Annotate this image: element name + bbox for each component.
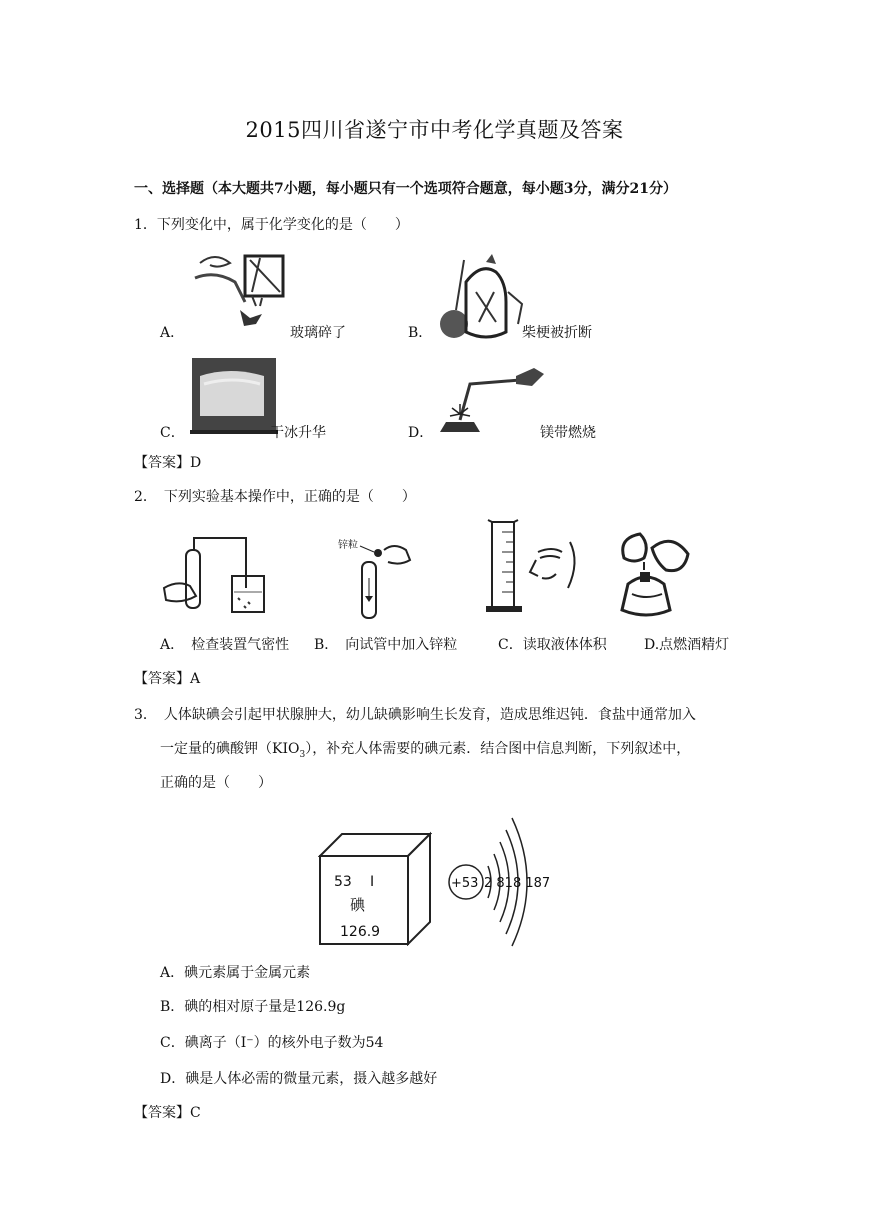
q1-option-d-letter: D． xyxy=(408,425,434,441)
q3-option-c: C．碘离子（I⁻）的核外电子数为54 xyxy=(160,1035,384,1051)
iodine-element-cell xyxy=(318,830,432,946)
q2-stem: 2． 下列实验基本操作中，正确的是（ ） xyxy=(134,489,416,505)
q1-option-d-text: 镁带燃烧 xyxy=(540,425,596,441)
q1-answer: 【答案】D xyxy=(134,455,202,471)
q3-option-d: D．碘是人体必需的微量元素，摄入越多越好 xyxy=(160,1071,438,1087)
electron-shell-counts: 2 818 187 xyxy=(484,876,551,891)
q2-option-a: A． 检查装置气密性 xyxy=(160,637,290,653)
q2-option-c: C．读取液体体积 xyxy=(498,637,607,653)
q1-figure-d-magnesium-burning xyxy=(436,366,546,438)
q1-option-a-text: 玻璃碎了 xyxy=(290,325,346,341)
q3-stem-line1: 3． 人体缺碘会引起甲状腺肿大，幼儿缺碘影响生长发育，造成思维迟钝．食盐中通常加入 xyxy=(134,707,696,723)
q1-option-b-text: 柴梗被折断 xyxy=(522,325,592,341)
q3-stem-line2: 一定量的碘酸钾$(KIO_3)$，补充人体需要的碘元素．结合图中信息判断，下列叙述中， xyxy=(160,741,691,760)
q2-answer: 【答案】A xyxy=(134,671,201,687)
element-symbol: I xyxy=(370,874,375,890)
q1-figure-a-glass-breaking xyxy=(190,248,290,336)
q1-option-c-text: 干冰升华 xyxy=(270,425,326,441)
zinc-label: 锌粒 xyxy=(338,540,358,551)
q3-option-a: A．碘元素属于金属元素 xyxy=(160,965,311,981)
iodine-atom-structure-diagram xyxy=(444,808,564,950)
q2-figure-b-add-zinc xyxy=(334,536,414,622)
q1-figure-c-dry-ice xyxy=(190,356,278,438)
q1-stem: 1．下列变化中，属于化学变化的是（ ） xyxy=(134,217,409,233)
q2-option-b: B． 向试管中加入锌粒 xyxy=(314,637,458,653)
q1-figure-b-match-breaking xyxy=(436,252,526,340)
section-heading: 一、选择题（本大题共7小题，每小题只有一个选项符合题意，每小题3分，满分21分） xyxy=(134,181,677,197)
q2-figure-c-read-volume xyxy=(486,518,586,614)
element-atomic-number: 53 xyxy=(334,874,352,890)
nucleus-charge: +53 xyxy=(451,876,479,891)
q1-option-c-letter: C． xyxy=(160,425,185,441)
element-mass: 126.9 xyxy=(340,924,381,940)
q1-option-a-letter: A． xyxy=(160,325,185,341)
q3-answer: 【答案】C xyxy=(134,1105,201,1121)
q2-figure-d-light-alcohol-lamp xyxy=(614,528,694,620)
q2-figure-a-airtightness-check xyxy=(160,532,270,618)
q2-option-d: D.点燃酒精灯 xyxy=(644,637,730,653)
page-title: 2015四川省遂宁市中考化学真题及答案 xyxy=(245,118,624,142)
element-name: 碘 xyxy=(350,896,366,914)
q3-option-b: B．碘的相对原子量是126.9g xyxy=(160,999,346,1015)
q1-option-b-letter: B． xyxy=(408,325,433,341)
q3-stem-line3: 正确的是（ ） xyxy=(160,775,272,791)
